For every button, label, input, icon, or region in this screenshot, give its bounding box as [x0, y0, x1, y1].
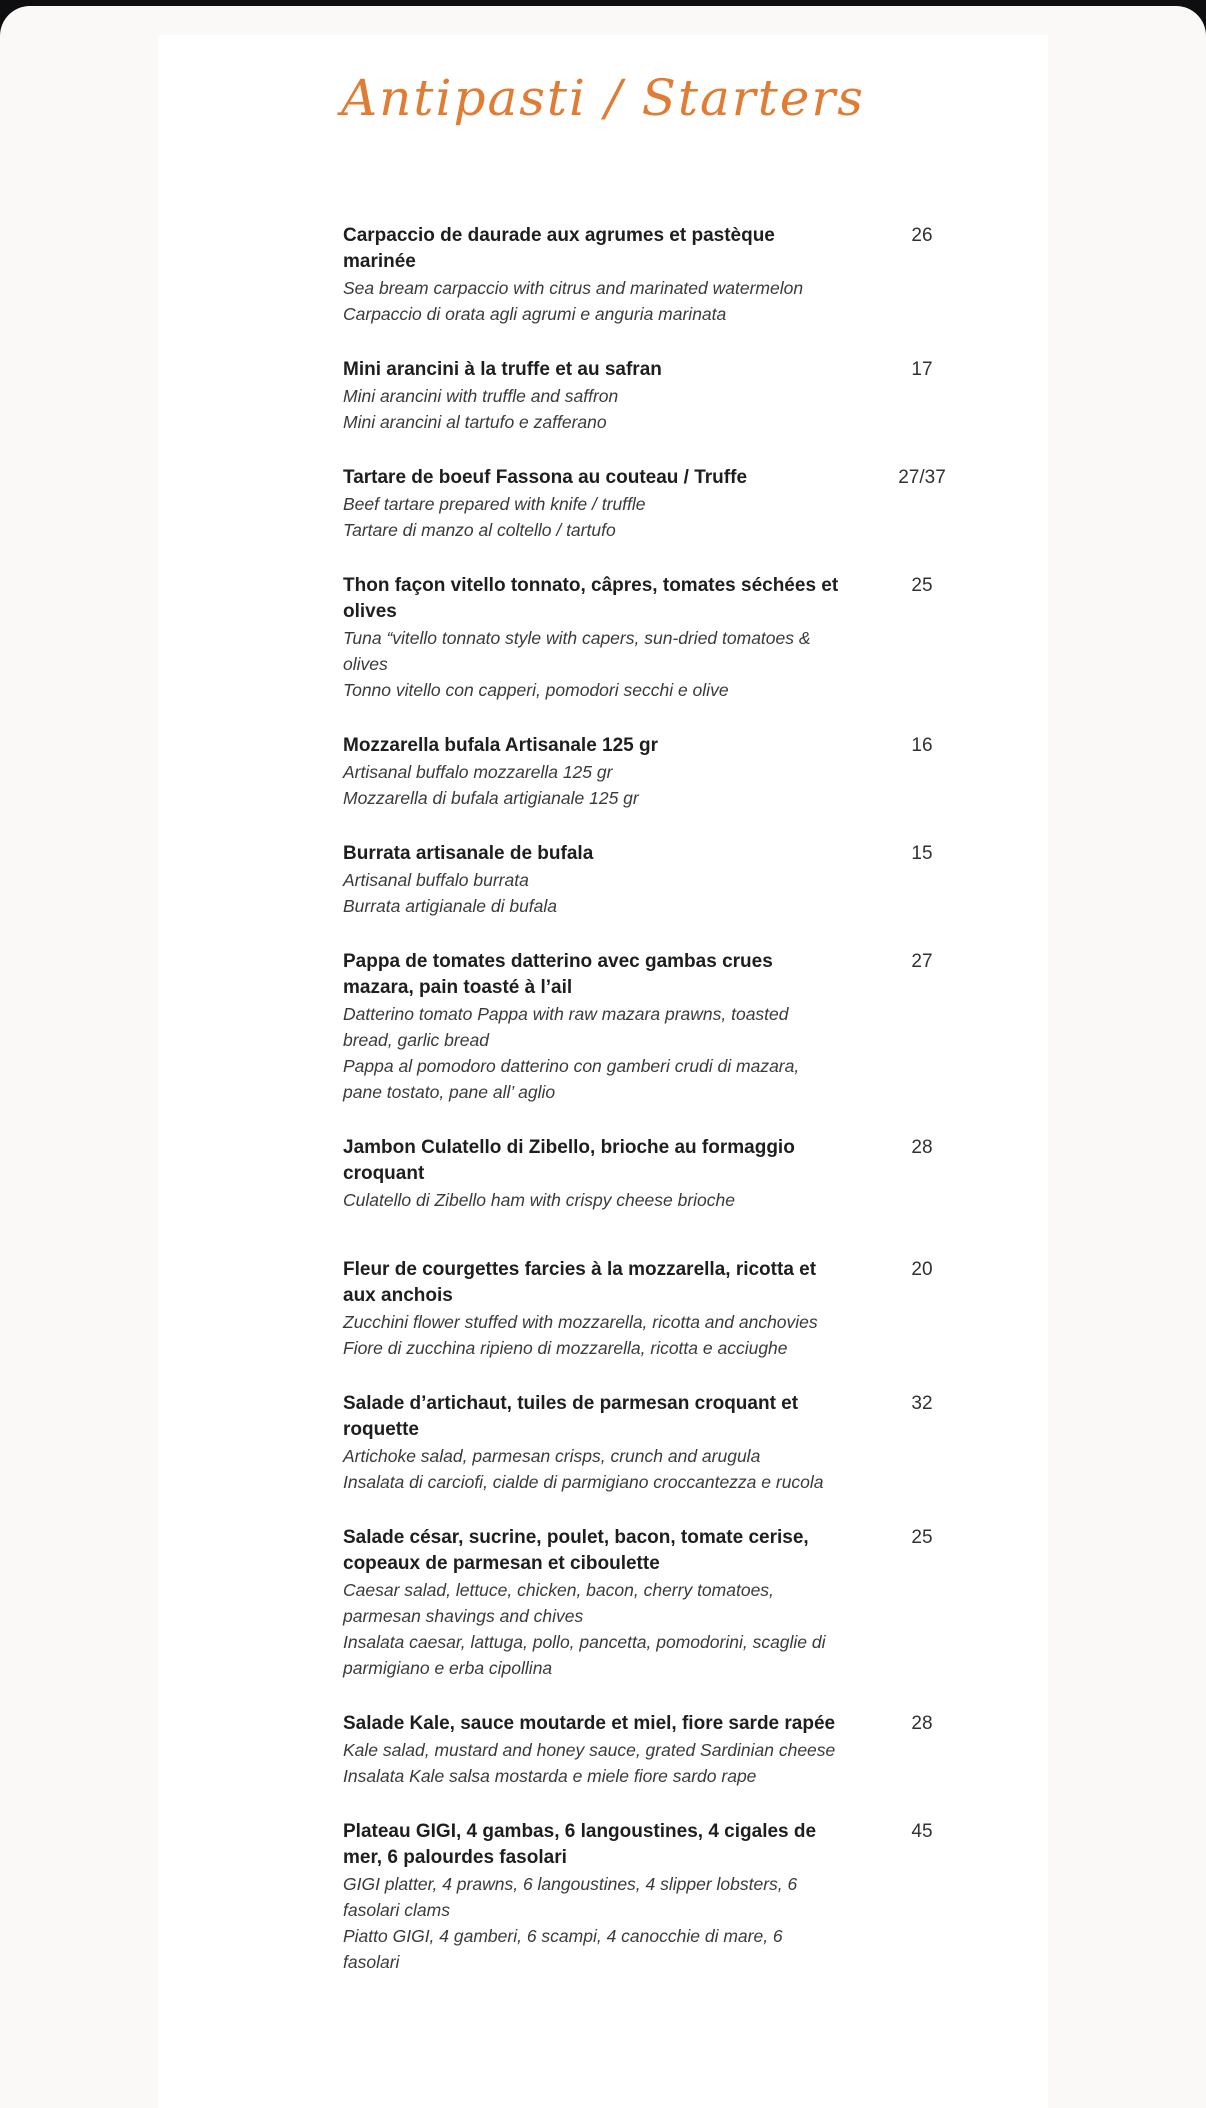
item-price: 27/37	[898, 467, 946, 488]
item-price: 28	[911, 1713, 933, 1734]
device-card	[0, 6, 1206, 2108]
item-title: Plateau GIGI, 4 gambas, 6 langoustines, 4 cigales de mer, 6 palourdes fasolari	[343, 1821, 817, 1868]
item-description-it: Insalata caesar, lattuga, pollo, pancetta, pomodorini, scaglie di parmigiano e erba cipollina	[343, 1632, 826, 1678]
item-price: 15	[911, 843, 933, 864]
item-title: Mini arancini à la truffe et au safran	[343, 359, 662, 380]
item-price: 45	[911, 1821, 933, 1842]
menu-item-text	[343, 1391, 840, 1495]
item-description-en: Artisanal buffalo mozzarella 125 gr	[343, 762, 613, 782]
item-description-it: Mozzarella di bufala artigianale 125 gr	[343, 788, 639, 808]
item-title: Thon façon vitello tonnato, câpres, tomates séchées et olives	[343, 575, 839, 622]
menu-item-text	[343, 1819, 840, 1975]
menu-item-text	[343, 1257, 840, 1361]
menu-item	[343, 357, 964, 435]
menu-item	[343, 1819, 964, 1975]
item-description-en: Caesar salad, lettuce, chicken, bacon, cherry tomatoes, parmesan shavings and chives	[343, 1580, 774, 1626]
item-title: Mozzarella bufala Artisanale 125 gr	[343, 735, 659, 756]
item-description-en: Artichoke salad, parmesan crisps, crunch and arugula	[343, 1446, 761, 1466]
menu-item	[343, 465, 964, 543]
menu-item	[343, 949, 964, 1105]
item-description-en: Kale salad, mustard and honey sauce, grated Sardinian cheese	[343, 1740, 836, 1760]
section-title: Antipasti / Starters	[341, 69, 865, 127]
item-description-en: Sea bream carpaccio with citrus and marinated watermelon	[343, 278, 804, 298]
menu-item-text	[343, 1711, 840, 1789]
item-title: Jambon Culatello di Zibello, brioche au formaggio croquant	[343, 1137, 795, 1184]
item-price: 25	[911, 575, 933, 596]
menu-item-text	[343, 223, 840, 327]
item-description-en: Beef tartare prepared with knife / truffle	[343, 494, 646, 514]
menu-item	[343, 1391, 964, 1495]
item-description-it: Piatto GIGI, 4 gamberi, 6 scampi, 4 canocchie di mare, 6 fasolari	[343, 1926, 783, 1972]
menu-item	[343, 841, 964, 919]
item-description-en: GIGI platter, 4 prawns, 6 langoustines, 4 slipper lobsters, 6 fasolari clams	[343, 1874, 798, 1920]
menu-item	[343, 223, 964, 327]
item-price: 28	[911, 1137, 933, 1158]
item-description-en: Culatello di Zibello ham with crispy cheese brioche	[343, 1190, 735, 1210]
item-price: 32	[911, 1393, 933, 1414]
item-price: 26	[911, 225, 933, 246]
menu-item	[343, 733, 964, 811]
menu-item	[343, 1135, 964, 1213]
item-description-it: Mini arancini al tartufo e zafferano	[343, 412, 607, 432]
item-price: 20	[911, 1259, 933, 1280]
item-title: Salade Kale, sauce moutarde et miel, fiore sarde rapée	[343, 1713, 836, 1734]
item-price: 25	[911, 1527, 933, 1548]
menu-item-list	[343, 223, 964, 1975]
item-title: Salade d’artichaut, tuiles de parmesan croquant et roquette	[343, 1393, 799, 1440]
item-price: 17	[911, 359, 933, 380]
menu-item	[343, 1525, 964, 1681]
menu-item-text	[343, 733, 840, 811]
menu-item	[343, 1711, 964, 1789]
item-description-en: Tuna “vitello tonnato style with capers, sun-dried tomatoes & olives	[343, 628, 811, 674]
menu-item-text	[343, 1135, 840, 1213]
menu-item-text	[343, 573, 840, 703]
item-title: Pappa de tomates datterino avec gambas crues mazara, pain toasté à l’ail	[343, 951, 773, 998]
item-title: Burrata artisanale de bufala	[343, 843, 594, 864]
item-description-it: Tartare di manzo al coltello / tartufo	[343, 520, 616, 540]
item-description-it: Fiore di zucchina ripieno di mozzarella, ricotta e acciughe	[343, 1338, 788, 1358]
menu-item	[343, 573, 964, 703]
menu-item-text	[343, 465, 840, 543]
item-title: Carpaccio de daurade aux agrumes et pastèque marinée	[343, 225, 775, 272]
item-price: 27	[911, 951, 933, 972]
item-description-it: Insalata Kale salsa mostarda e miele fiore sardo rape	[343, 1766, 757, 1786]
item-description-it: Carpaccio di orata agli agrumi e anguria marinata	[343, 304, 727, 324]
item-description-it: Tonno vitello con capperi, pomodori secchi e olive	[343, 680, 729, 700]
item-description-it: Burrata artigianale di bufala	[343, 896, 558, 916]
menu-item-text	[343, 357, 840, 435]
menu-page[interactable]	[158, 35, 1048, 2108]
item-title: Fleur de courgettes farcies à la mozzarella, ricotta et aux anchois	[343, 1259, 817, 1306]
menu-item-text	[343, 841, 840, 919]
item-description-en: Zucchini flower stuffed with mozzarella, ricotta and anchovies	[343, 1312, 818, 1332]
item-description-en: Mini arancini with truffle and saffron	[343, 386, 619, 406]
menu-item-text	[343, 1525, 840, 1681]
item-title: Salade césar, sucrine, poulet, bacon, tomate cerise, copeaux de parmesan et ciboulette	[343, 1527, 809, 1574]
item-description-it: Insalata di carciofi, cialde di parmigiano croccantezza e rucola	[343, 1472, 824, 1492]
item-description-en: Datterino tomato Pappa with raw mazara prawns, toasted bread, garlic bread	[343, 1004, 789, 1050]
item-description-it: Pappa al pomodoro datterino con gamberi crudi di mazara, pane tostato, pane all’ aglio	[343, 1056, 800, 1102]
item-description-en: Artisanal buffalo burrata	[343, 870, 529, 890]
item-price: 16	[911, 735, 933, 756]
menu-item	[343, 1257, 964, 1361]
menu-item-text	[343, 949, 840, 1105]
item-title: Tartare de boeuf Fassona au couteau / Truffe	[343, 467, 748, 488]
